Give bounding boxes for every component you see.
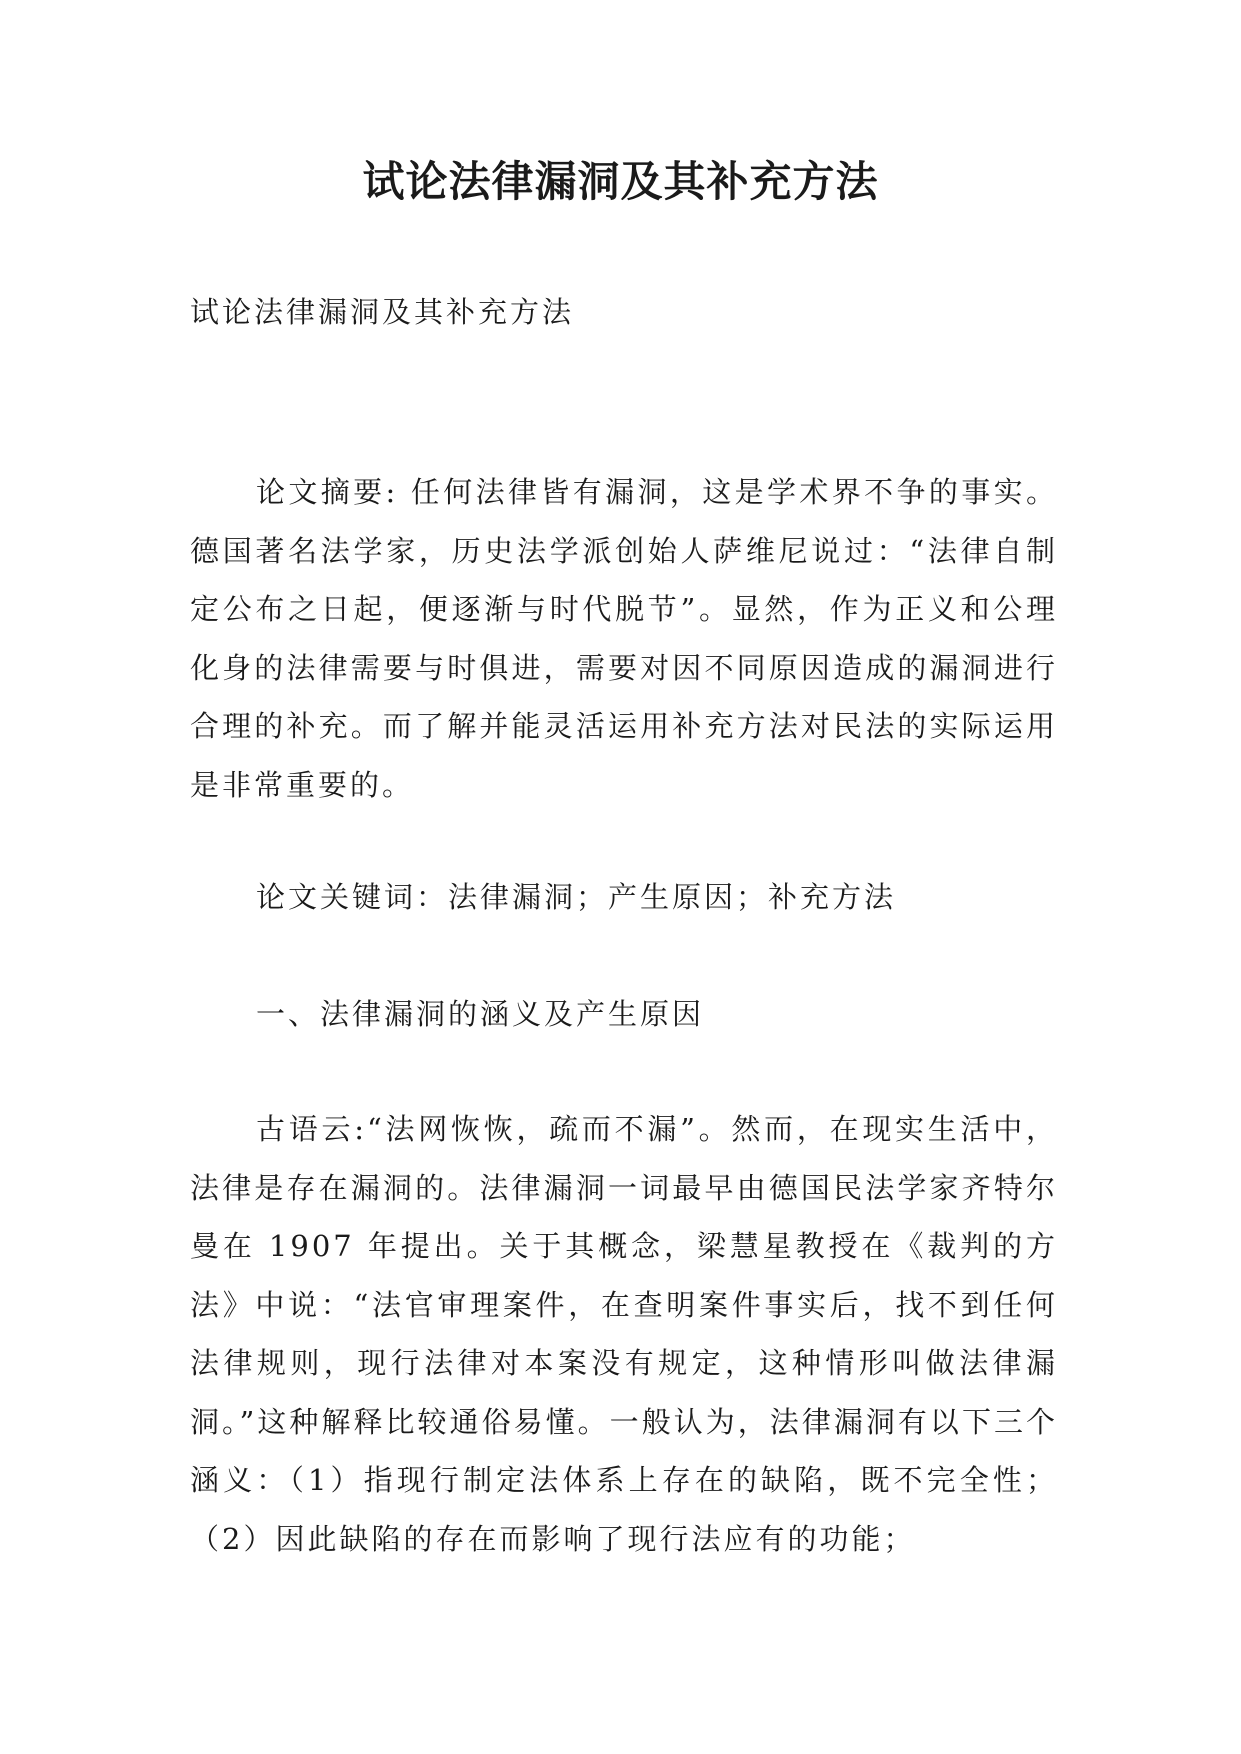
document-title: 试论法律漏洞及其补充方法 bbox=[362, 157, 879, 206]
document-subtitle: 试论法律漏洞及其补充方法 bbox=[190, 295, 575, 329]
body-paragraph: 古语云:“法网恢恢，疏而不漏”。然而，在现实生活中，法律是存在漏洞的。法律漏洞一词最早由德国民法学家齐特尔曼在 1907 年提出。关于其概念，梁慧星教授在《裁判的方法》中说：“法官审理案件，在查明案件事实后，找不到任何法律规则，现行法律对本案没有规定，这种情形叫做法律漏洞。”这种解释比较通俗易懂。一般认为，法律漏洞有以下三个涵义：（1）指现行制定法体系上存在的缺陷，既不完全性；（2）因此缺陷的存在而影响了现行法应有的功能； bbox=[190, 1112, 1058, 1556]
keywords-paragraph: 论文关键词：法律漏洞；产生原因；补充方法 bbox=[256, 880, 897, 914]
abstract-paragraph: 论文摘要: 任何法律皆有漏洞，这是学术界不争的事实。德国著名法学家，历史法学派创始人萨维尼说过：“法律自制定公布之日起，便逐渐与时代脱节”。显然，作为正义和公理化身的法律需要与时俱进，需要对因不同原因造成的漏洞进行合理的补充。而了解并能灵活运用补充方法对民法的实际运用是非常重要的。 bbox=[190, 475, 1058, 802]
section-heading: 一、法律漏洞的涵义及产生原因 bbox=[256, 997, 705, 1031]
